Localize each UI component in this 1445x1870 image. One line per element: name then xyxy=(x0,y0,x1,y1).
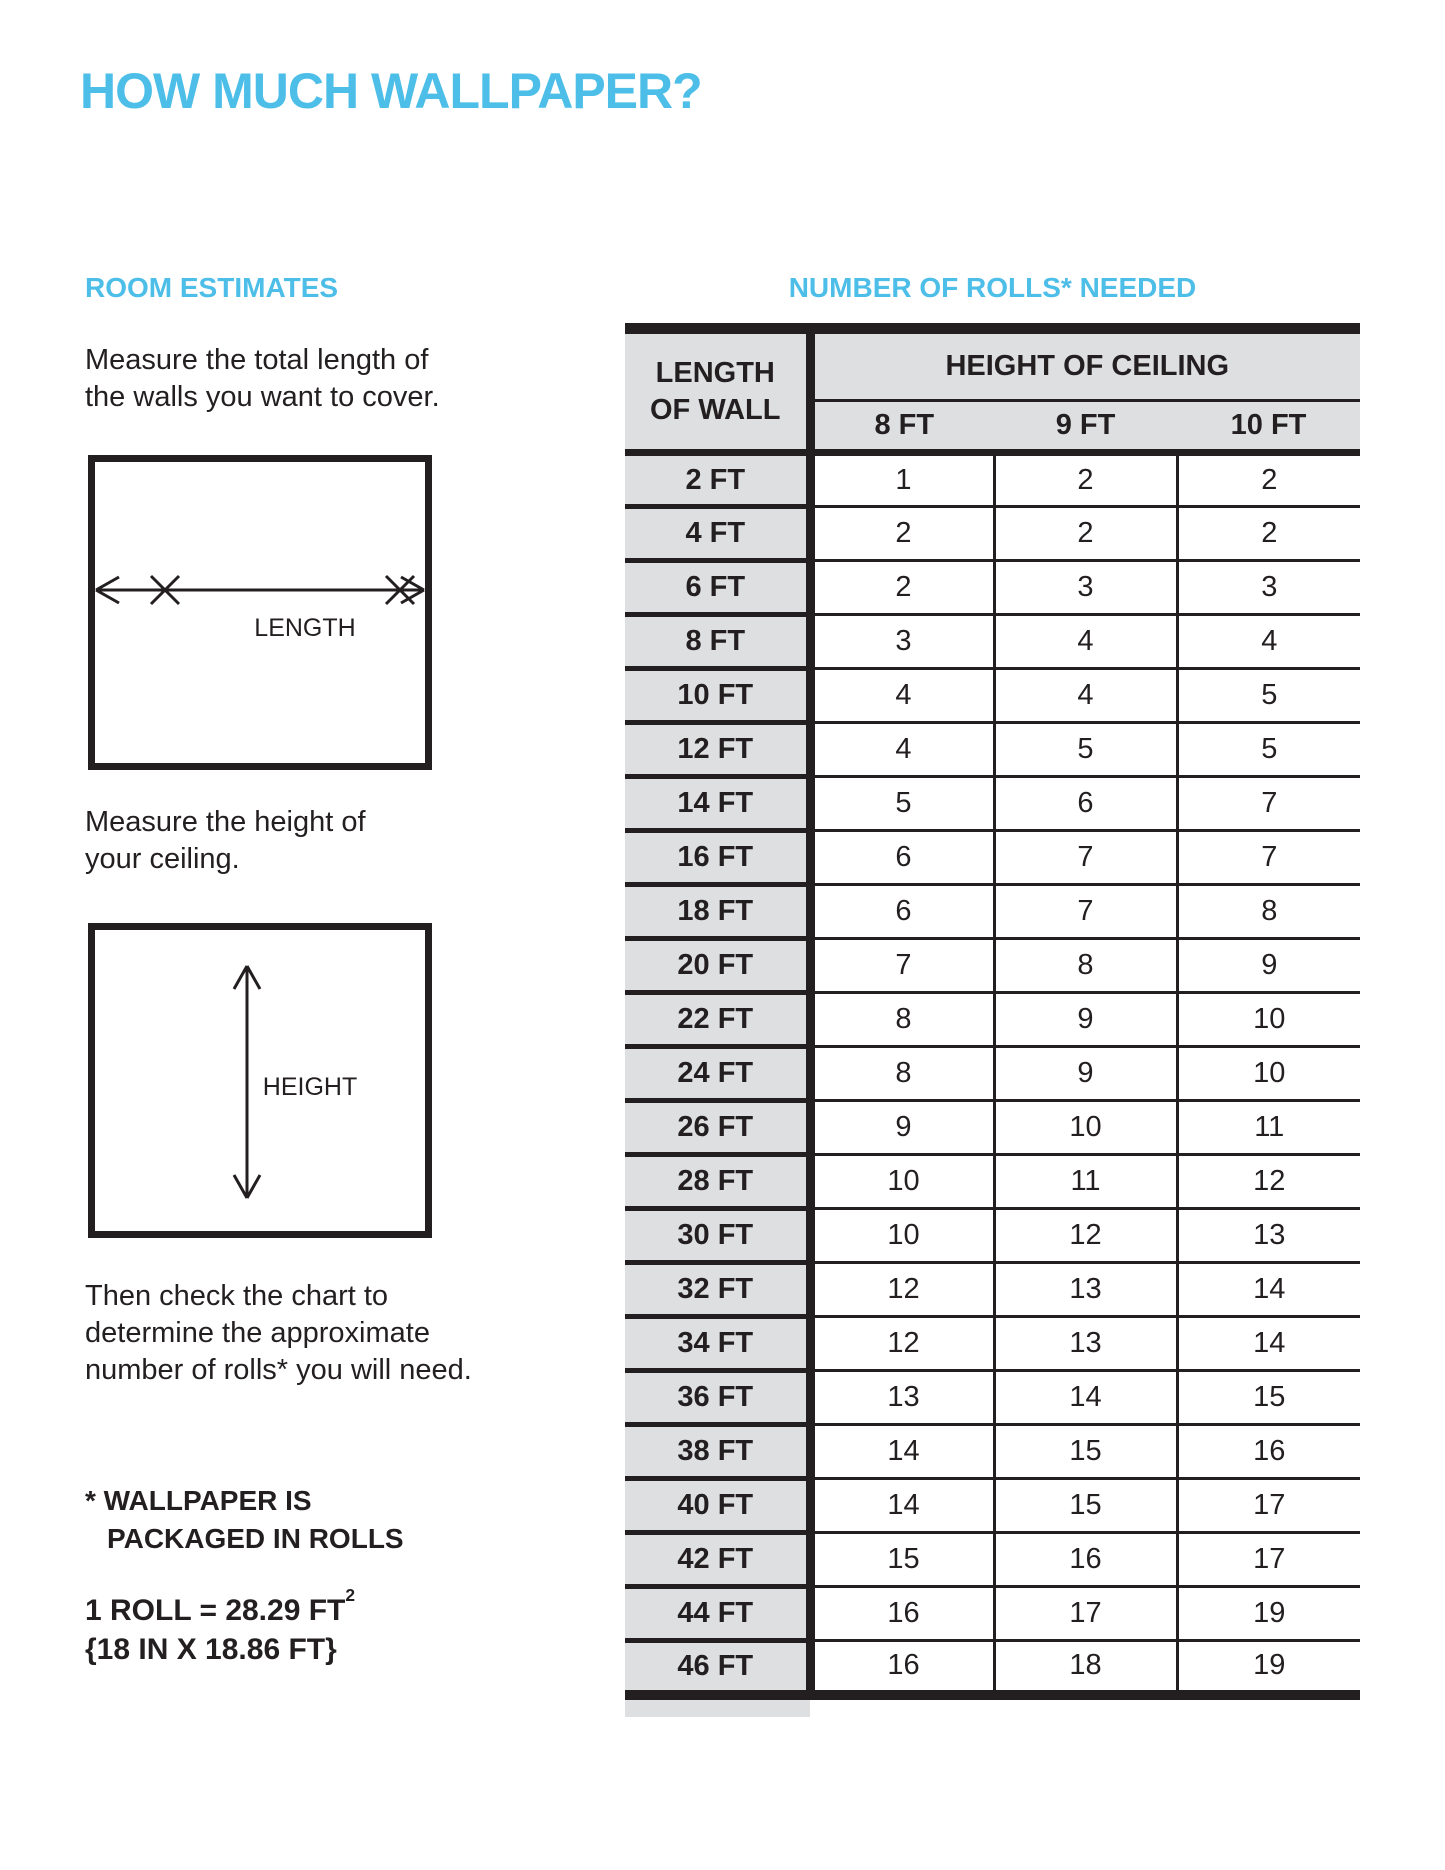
room-estimates-heading: ROOM ESTIMATES xyxy=(85,272,339,303)
table-cell: 17 xyxy=(1177,1479,1360,1533)
table-cell: 5 xyxy=(810,777,994,831)
table-row xyxy=(625,615,1360,669)
table-cell: 15 xyxy=(994,1479,1177,1533)
table-cell: 4 xyxy=(1177,615,1360,669)
row-label: 2 FT xyxy=(625,453,810,507)
table-cell: 16 xyxy=(810,1641,994,1695)
room-outline xyxy=(92,459,429,767)
table-row xyxy=(625,1263,1360,1317)
table-cell: 4 xyxy=(994,615,1177,669)
table-cell: 4 xyxy=(810,723,994,777)
table-cell: 10 xyxy=(1177,993,1360,1047)
table-row xyxy=(625,453,1360,507)
roll-dimensions: {18 IN X 18.86 FT} xyxy=(85,1633,337,1666)
table-cell: 7 xyxy=(1177,831,1360,885)
table-cell: 14 xyxy=(994,1371,1177,1425)
table-cell: 8 xyxy=(994,939,1177,993)
table-cell: 13 xyxy=(810,1371,994,1425)
row-label: 6 FT xyxy=(625,561,810,615)
table-cell: 16 xyxy=(1177,1425,1360,1479)
table-cell: 10 xyxy=(1177,1047,1360,1101)
row-label: 14 FT xyxy=(625,777,810,831)
table-cell: 4 xyxy=(810,669,994,723)
page-title: HOW MUCH WALLPAPER? xyxy=(80,63,702,119)
floor-label: FLOOR xyxy=(257,735,353,765)
table-cell: 15 xyxy=(994,1425,1177,1479)
table-cell: 11 xyxy=(1177,1101,1360,1155)
row-label: 20 FT xyxy=(625,939,810,993)
table-cell: 14 xyxy=(810,1425,994,1479)
rolls-footnote: * WALLPAPER IS PACKAGED IN ROLLS xyxy=(85,1485,404,1554)
length-label: LENGTH xyxy=(254,614,356,642)
table-row xyxy=(625,1317,1360,1371)
table-cell: 10 xyxy=(994,1101,1177,1155)
table-row xyxy=(625,777,1360,831)
row-label: 42 FT xyxy=(625,1533,810,1587)
table-row xyxy=(625,1371,1360,1425)
corner-header-length-of-wall: LENGTH OF WALL xyxy=(625,329,810,453)
table-row xyxy=(625,1479,1360,1533)
room-outline xyxy=(92,927,429,1235)
table-cell: 19 xyxy=(1177,1641,1360,1695)
table-row xyxy=(625,507,1360,561)
table-header-row-1 xyxy=(625,329,1360,401)
table-cell: 12 xyxy=(994,1209,1177,1263)
table-row xyxy=(625,1425,1360,1479)
table-row xyxy=(625,723,1360,777)
table-cell: 17 xyxy=(994,1587,1177,1641)
table-cell: 16 xyxy=(994,1533,1177,1587)
table-cell: 3 xyxy=(810,615,994,669)
table-row xyxy=(625,1587,1360,1641)
table-row xyxy=(625,993,1360,1047)
room-length-diagram xyxy=(88,455,432,770)
table-cell: 12 xyxy=(810,1317,994,1371)
table-row xyxy=(625,939,1360,993)
squared-superscript: 2 xyxy=(345,1585,356,1606)
row-label: 4 FT xyxy=(625,507,810,561)
height-label: HEIGHT xyxy=(262,1073,358,1101)
table-cell: 2 xyxy=(810,561,994,615)
table-cell: 2 xyxy=(1177,507,1360,561)
table-left-column-stub xyxy=(625,1700,810,1717)
row-label: 34 FT xyxy=(625,1317,810,1371)
table-row xyxy=(625,831,1360,885)
row-label: 18 FT xyxy=(625,885,810,939)
table-cell: 1 xyxy=(810,453,994,507)
table-cell: 19 xyxy=(1177,1587,1360,1641)
row-label: 44 FT xyxy=(625,1587,810,1641)
measure-height-text: Measure the height of your ceiling. xyxy=(85,806,366,875)
table-row xyxy=(625,1101,1360,1155)
table-cell: 2 xyxy=(810,507,994,561)
table-row xyxy=(625,561,1360,615)
table-cell: 15 xyxy=(1177,1371,1360,1425)
row-label: 22 FT xyxy=(625,993,810,1047)
table-cell: 2 xyxy=(1177,453,1360,507)
table-row xyxy=(625,1533,1360,1587)
row-label: 40 FT xyxy=(625,1479,810,1533)
row-label: 12 FT xyxy=(625,723,810,777)
row-label: 10 FT xyxy=(625,669,810,723)
measure-length-text: Measure the total length of the walls you want to cover. xyxy=(85,344,440,413)
rolls-table xyxy=(625,323,1360,1700)
row-label: 26 FT xyxy=(625,1101,810,1155)
row-label: 16 FT xyxy=(625,831,810,885)
table-cell: 8 xyxy=(810,993,994,1047)
table-cell: 15 xyxy=(810,1533,994,1587)
table-cell: 3 xyxy=(1177,561,1360,615)
table-row xyxy=(625,1155,1360,1209)
rolls-table-container xyxy=(625,323,1360,1717)
col-header-9ft: 9 FT xyxy=(994,401,1177,453)
table-cell: 5 xyxy=(1177,669,1360,723)
floor-label: FLOOR xyxy=(257,1203,353,1233)
table-cell: 7 xyxy=(1177,777,1360,831)
roll-size-info xyxy=(85,1584,355,1669)
table-row xyxy=(625,885,1360,939)
row-label: 32 FT xyxy=(625,1263,810,1317)
table-cell: 2 xyxy=(994,507,1177,561)
row-label: 38 FT xyxy=(625,1425,810,1479)
table-cell: 17 xyxy=(1177,1533,1360,1587)
row-label: 46 FT xyxy=(625,1641,810,1695)
table-row xyxy=(625,1047,1360,1101)
rolls-needed-heading: NUMBER OF ROLLS* NEEDED xyxy=(788,272,1197,303)
table-cell: 13 xyxy=(994,1317,1177,1371)
table-cell: 10 xyxy=(810,1209,994,1263)
table-cell: 4 xyxy=(994,669,1177,723)
table-cell: 8 xyxy=(810,1047,994,1101)
table-cell: 10 xyxy=(810,1155,994,1209)
table-cell: 2 xyxy=(994,453,1177,507)
rolls-table-body xyxy=(625,453,1360,1695)
col-header-8ft: 8 FT xyxy=(810,401,994,453)
table-row xyxy=(625,1641,1360,1695)
col-header-10ft: 10 FT xyxy=(1177,401,1360,453)
row-label: 28 FT xyxy=(625,1155,810,1209)
row-label: 24 FT xyxy=(625,1047,810,1101)
table-cell: 14 xyxy=(1177,1317,1360,1371)
table-cell: 14 xyxy=(810,1479,994,1533)
table-cell: 5 xyxy=(1177,723,1360,777)
table-cell: 7 xyxy=(994,831,1177,885)
roll-equation: 1 ROLL = 28.29 $FT^2$ xyxy=(85,1585,356,1627)
ceiling-label: CEILING xyxy=(248,931,362,961)
table-row xyxy=(625,669,1360,723)
table-cell: 6 xyxy=(810,831,994,885)
table-cell: 12 xyxy=(1177,1155,1360,1209)
ceiling-label: CEILING xyxy=(248,463,362,493)
row-label: 30 FT xyxy=(625,1209,810,1263)
table-cell: 12 xyxy=(810,1263,994,1317)
table-cell: 6 xyxy=(994,777,1177,831)
table-cell: 5 xyxy=(994,723,1177,777)
table-cell: 7 xyxy=(810,939,994,993)
table-cell: 3 xyxy=(994,561,1177,615)
table-cell: 13 xyxy=(1177,1209,1360,1263)
row-label: 36 FT xyxy=(625,1371,810,1425)
table-cell: 11 xyxy=(994,1155,1177,1209)
table-cell: 9 xyxy=(994,993,1177,1047)
table-cell: 9 xyxy=(810,1101,994,1155)
table-cell: 7 xyxy=(994,885,1177,939)
table-cell: 16 xyxy=(810,1587,994,1641)
table-cell: 14 xyxy=(1177,1263,1360,1317)
table-cell: 9 xyxy=(1177,939,1360,993)
table-row xyxy=(625,1209,1360,1263)
table-cell: 9 xyxy=(994,1047,1177,1101)
table-cell: 6 xyxy=(810,885,994,939)
table-cell: 18 xyxy=(994,1641,1177,1695)
table-cell: 8 xyxy=(1177,885,1360,939)
room-height-diagram xyxy=(88,923,432,1238)
check-chart-text: Then check the chart to determine the approximate number of rolls* you will need. xyxy=(85,1280,472,1386)
table-cell: 13 xyxy=(994,1263,1177,1317)
group-header-height-of-ceiling: HEIGHT OF CEILING xyxy=(810,329,1360,401)
row-label: 8 FT xyxy=(625,615,810,669)
